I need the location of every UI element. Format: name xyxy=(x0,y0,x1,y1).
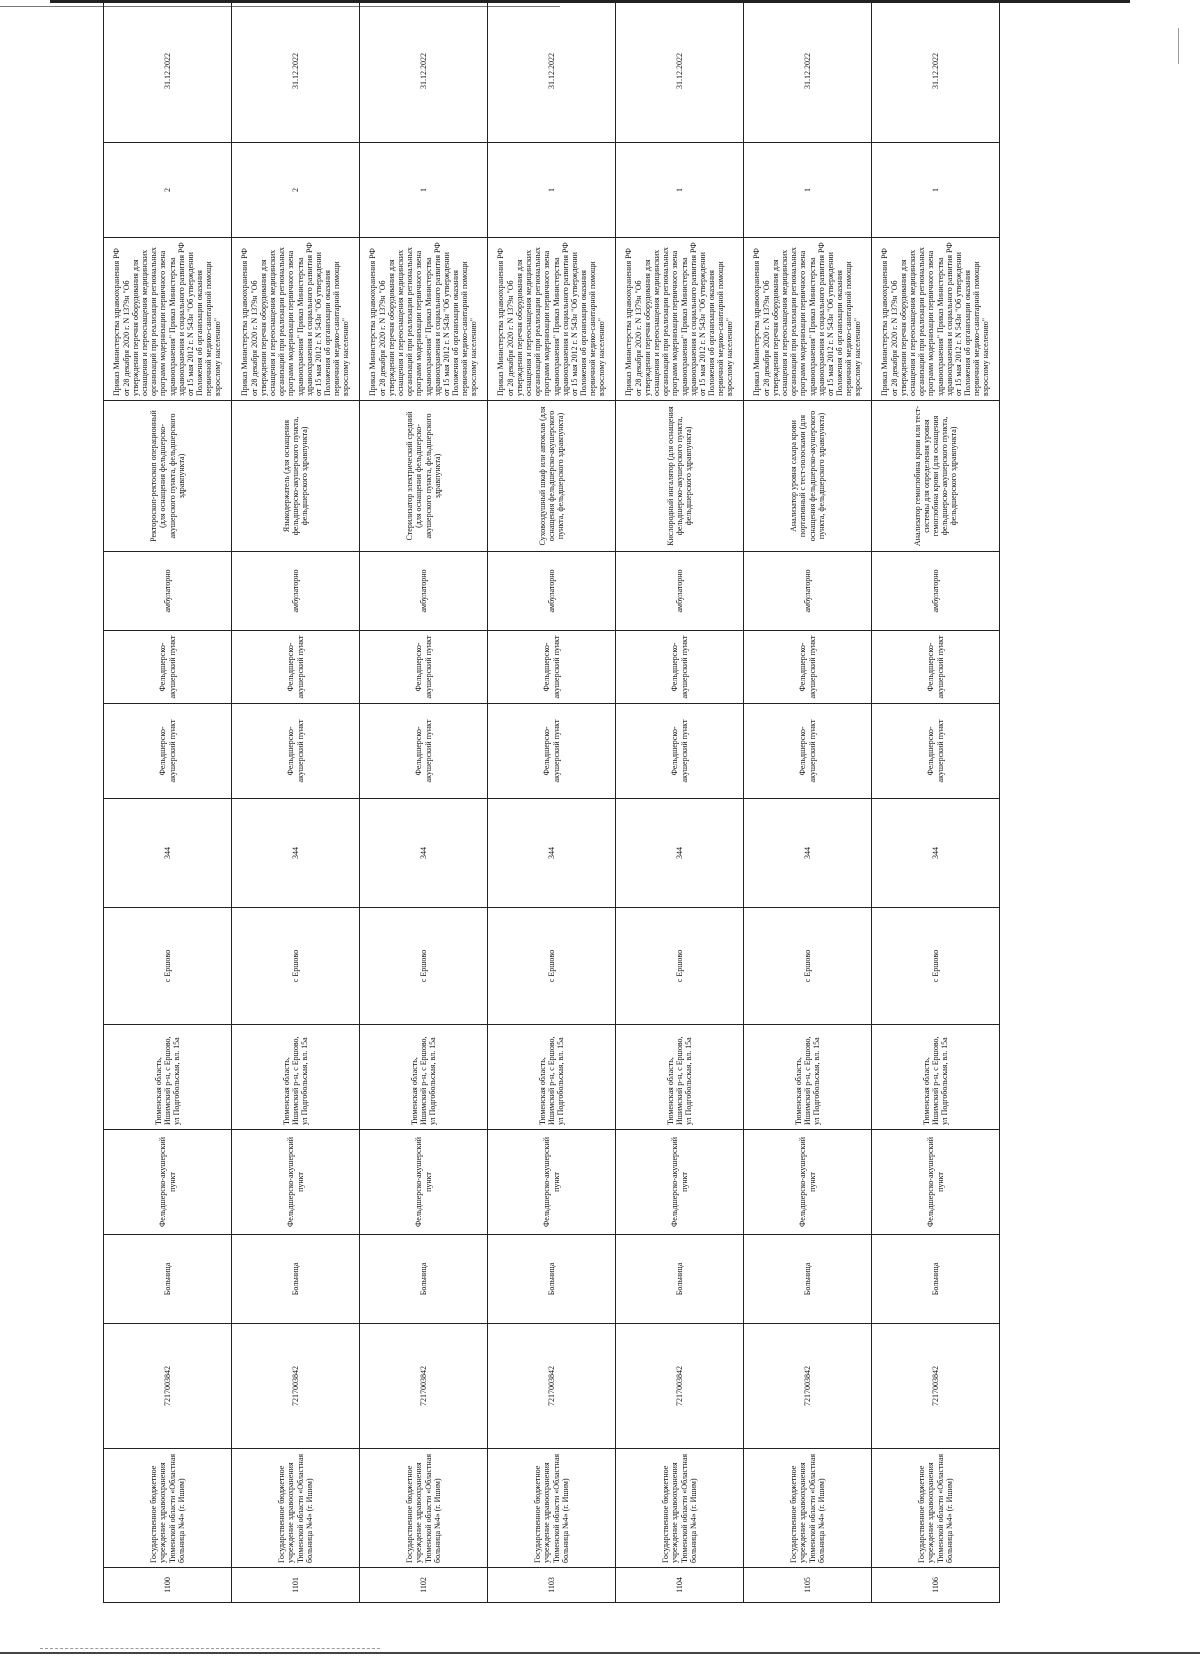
equipment-name: Анализатор уровня сахара крови портативный с тест-полосками (для оснащения фельдшерско-акушерского пункта, фельдшерского здравпункта) xyxy=(744,401,872,552)
institution-type: Больница xyxy=(232,1235,360,1324)
equipment-table xyxy=(103,0,1000,1603)
deadline-date: 31.12.2022 xyxy=(872,0,1000,143)
address-cell: Тюменская область, Ишимский р-н, с Ершово, ул Подгобольская, вл. 15а xyxy=(360,1025,488,1130)
address-cell: Тюменская область, Ишимский р-н, с Ершово, ул Подгобольская, вл. 15а xyxy=(104,1025,232,1130)
care-mode: амбулаторно xyxy=(488,552,616,631)
legal-basis: Приказ Министерства здравоохранения РФ от 28 декабря 2020 г. N 1379н "Об утверждении перечня оборудования для оснащения и переоснащения медицинских организаций при реализации региональных программ модернизации первичного звена здравоохранения" Приказ Министерства здравоохранения и социального развития РФ от 15 мая 2012 г. N 543н "Об утверждении Положения об организации оказания первичной медико-санитарной помощи взрослому населению" xyxy=(488,238,616,401)
quantity-cell: 1 xyxy=(360,143,488,238)
facility-kind-short: Фельдшерско-акушерский пункт xyxy=(232,631,360,704)
table-row xyxy=(616,0,744,1603)
care-mode: амбулаторно xyxy=(360,552,488,631)
row-number: 1106 xyxy=(872,1568,1000,1603)
facility-kind: Фельдшерско-акушерский пункт xyxy=(616,704,744,799)
inn-cell: 7217003842 xyxy=(872,1324,1000,1449)
unit-name: Фельдшерско-акушерский пункт xyxy=(232,1130,360,1235)
quantity-cell: 1 xyxy=(872,143,1000,238)
legal-basis: Приказ Министерства здравоохранения РФ от 28 декабря 2020 г. N 1379н "Об утверждении перечня оборудования для оснащения и переоснащения медицинских организаций при реализации региональных программ модернизации первичного звена здравоохранения" Приказ Министерства здравоохранения и социального развития РФ от 15 мая 2012 г. N 543н "Об утверждении Положения об организации оказания первичной медико-санитарной помощи взрослому населению" xyxy=(744,238,872,401)
village-cell: с Ершово xyxy=(104,908,232,1025)
equipment-name: Стерилизатор электрический средний (для оснащения фельдшерско-акушерского пункта, фельдшерского здравпункта) xyxy=(360,401,488,552)
organization-name: Государственное бюджетное учреждение здравоохранения Тюменской области «Областная больница №4» (г. Ишим) xyxy=(872,1449,1000,1568)
facility-kind-short: Фельдшерско-акушерский пункт xyxy=(104,631,232,704)
inn-cell: 7217003842 xyxy=(232,1324,360,1449)
inn-cell: 7217003842 xyxy=(488,1324,616,1449)
deadline-date: 31.12.2022 xyxy=(360,0,488,143)
table-row xyxy=(744,0,872,1603)
table-row xyxy=(488,0,616,1603)
deadline-date: 31.12.2022 xyxy=(744,0,872,143)
equipment-name: Анализатор гемоглобина крови или тест-системы для определения уровня гемоглобина крови (для оснащения фельдшерско-акушерского пункта, фельдшерского здравпункта) xyxy=(872,401,1000,552)
institution-type: Больница xyxy=(872,1235,1000,1324)
village-cell: с Ершово xyxy=(488,908,616,1025)
row-number: 1101 xyxy=(232,1568,360,1603)
row-number: 1103 xyxy=(488,1568,616,1603)
organization-name: Государственное бюджетное учреждение здравоохранения Тюменской области «Областная больница №4» (г. Ишим) xyxy=(744,1449,872,1568)
row-number: 1105 xyxy=(744,1568,872,1603)
legal-basis: Приказ Министерства здравоохранения РФ от 28 декабря 2020 г. N 1379н "Об утверждении перечня оборудования для оснащения и переоснащения медицинских организаций при реализации региональных программ модернизации первичного звена здравоохранения" Приказ Министерства здравоохранения и социального развития РФ от 15 мая 2012 г. N 543н "Об утверждении Положения об организации оказания первичной медико-санитарной помощи взрослому населению" xyxy=(104,238,232,401)
village-cell: с Ершово xyxy=(232,908,360,1025)
address-cell: Тюменская область, Ишимский р-н, с Ершово, ул Подгобольская, вл. 15а xyxy=(744,1025,872,1130)
organization-name: Государственное бюджетное учреждение здравоохранения Тюменской области «Областная больница №4» (г. Ишим) xyxy=(488,1449,616,1568)
document-page xyxy=(103,53,1000,1603)
facility-kind-short: Фельдшерско-акушерский пункт xyxy=(360,631,488,704)
address-cell: Тюменская область, Ишимский р-н, с Ершово, ул Подгобольская, вл. 15а xyxy=(232,1025,360,1130)
unit-name: Фельдшерско-акушерский пункт xyxy=(744,1130,872,1235)
population-cell: 344 xyxy=(232,799,360,908)
care-mode: амбулаторно xyxy=(104,552,232,631)
unit-name: Фельдшерско-акушерский пункт xyxy=(872,1130,1000,1235)
population-cell: 344 xyxy=(488,799,616,908)
deadline-date: 31.12.2022 xyxy=(104,0,232,143)
population-cell: 344 xyxy=(616,799,744,908)
facility-kind: Фельдшерско-акушерский пункт xyxy=(232,704,360,799)
legal-basis: Приказ Министерства здравоохранения РФ от 28 декабря 2020 г. N 1379н "Об утверждении перечня оборудования для оснащения и переоснащения медицинских организаций при реализации региональных программ модернизации первичного звена здравоохранения" Приказ Министерства здравоохранения и социального развития РФ от 15 мая 2012 г. N 543н "Об утверждении Положения об организации оказания первичной медико-санитарной помощи взрослому населению" xyxy=(232,238,360,401)
unit-name: Фельдшерско-акушерский пункт xyxy=(616,1130,744,1235)
table-row xyxy=(104,0,232,1603)
inn-cell: 7217003842 xyxy=(616,1324,744,1449)
unit-name: Фельдшерско-акушерский пункт xyxy=(360,1130,488,1235)
unit-name: Фельдшерско-акушерский пункт xyxy=(488,1130,616,1235)
population-cell: 344 xyxy=(872,799,1000,908)
legal-basis: Приказ Министерства здравоохранения РФ от 28 декабря 2020 г. N 1379н "Об утверждении перечня оборудования для оснащения и переоснащения медицинских организаций при реализации региональных программ модернизации первичного звена здравоохранения" Приказ Министерства здравоохранения и социального развития РФ от 15 мая 2012 г. N 543н "Об утверждении Положения об организации оказания первичной медико-санитарной помощи взрослому населению" xyxy=(616,238,744,401)
quantity-cell: 2 xyxy=(232,143,360,238)
inn-cell: 7217003842 xyxy=(360,1324,488,1449)
row-number: 1104 xyxy=(616,1568,744,1603)
facility-kind-short: Фельдшерско-акушерский пункт xyxy=(616,631,744,704)
facility-kind: Фельдшерско-акушерский пункт xyxy=(360,704,488,799)
address-cell: Тюменская область, Ишимский р-н, с Ершово, ул Подгобольская, вл. 15а xyxy=(872,1025,1000,1130)
organization-name: Государственное бюджетное учреждение здравоохранения Тюменской области «Областная больница №4» (г. Ишим) xyxy=(232,1449,360,1568)
address-cell: Тюменская область, Ишимский р-н, с Ершово, ул Подгобольская, вл. 15а xyxy=(616,1025,744,1130)
organization-name: Государственное бюджетное учреждение здравоохранения Тюменской области «Областная больница №4» (г. Ишим) xyxy=(104,1449,232,1568)
deadline-date: 31.12.2022 xyxy=(488,0,616,143)
quantity-cell: 1 xyxy=(488,143,616,238)
institution-type: Больница xyxy=(744,1235,872,1324)
care-mode: амбулаторно xyxy=(744,552,872,631)
village-cell: с Ершово xyxy=(744,908,872,1025)
quantity-cell: 1 xyxy=(744,143,872,238)
scan-edge-mark xyxy=(1178,28,1179,64)
row-number: 1102 xyxy=(360,1568,488,1603)
table-row xyxy=(360,0,488,1603)
institution-type: Больница xyxy=(360,1235,488,1324)
legal-basis: Приказ Министерства здравоохранения РФ от 28 декабря 2020 г. N 1379н "Об утверждении перечня оборудования для оснащения и переоснащения медицинских организаций при реализации региональных программ модернизации первичного звена здравоохранения" Приказ Министерства здравоохранения и социального развития РФ от 15 мая 2012 г. N 543н "Об утверждении Положения об организации оказания первичной медико-санитарной помощи взрослому населению" xyxy=(872,238,1000,401)
facility-kind-short: Фельдшерско-акушерский пункт xyxy=(872,631,1000,704)
organization-name: Государственное бюджетное учреждение здравоохранения Тюменской области «Областная больница №4» (г. Ишим) xyxy=(616,1449,744,1568)
equipment-name: Кислородный ингалятор (для оснащения фельдшерско-акушерского пункта, фельдшерского здравпункта) xyxy=(616,401,744,552)
table-row xyxy=(232,0,360,1603)
inn-cell: 7217003842 xyxy=(744,1324,872,1449)
deadline-date: 31.12.2022 xyxy=(232,0,360,143)
institution-type: Больница xyxy=(616,1235,744,1324)
quantity-cell: 2 xyxy=(104,143,232,238)
facility-kind: Фельдшерско-акушерский пункт xyxy=(104,704,232,799)
unit-name: Фельдшерско-акушерский пункт xyxy=(104,1130,232,1235)
care-mode: амбулаторно xyxy=(232,552,360,631)
facility-kind-short: Фельдшерско-акушерский пункт xyxy=(744,631,872,704)
village-cell: с Ершово xyxy=(360,908,488,1025)
facility-kind: Фельдшерско-акушерский пункт xyxy=(488,704,616,799)
table-row xyxy=(872,0,1000,1603)
facility-kind-short: Фельдшерско-акушерский пункт xyxy=(488,631,616,704)
equipment-name: Суховоздушный шкаф или автоклав (для оснащения фельдшерско-акушерского пункта, фельдшерского здравпункта) xyxy=(488,401,616,552)
care-mode: амбулаторно xyxy=(616,552,744,631)
population-cell: 344 xyxy=(104,799,232,908)
facility-kind: Фельдшерско-акушерский пункт xyxy=(744,704,872,799)
equipment-name: Ректороскоп-ректоскоп операционный (для оснащения фельдшерско-акушерского пункта, фельдшерского здравпункта) xyxy=(104,401,232,552)
equipment-name: Языкодержатель (для оснащения фельдшерско-акушерского пункта, фельдшерского здравпункта) xyxy=(232,401,360,552)
care-mode: амбулаторно xyxy=(872,552,1000,631)
village-cell: с Ершово xyxy=(616,908,744,1025)
facility-kind: Фельдшерско-акушерский пункт xyxy=(872,704,1000,799)
institution-type: Больница xyxy=(488,1235,616,1324)
deadline-date: 31.12.2022 xyxy=(616,0,744,143)
rotated-table-wrapper xyxy=(103,53,1000,1603)
population-cell: 344 xyxy=(360,799,488,908)
institution-type: Больница xyxy=(104,1235,232,1324)
population-cell: 344 xyxy=(744,799,872,908)
organization-name: Государственное бюджетное учреждение здравоохранения Тюменской области «Областная больница №4» (г. Ишим) xyxy=(360,1449,488,1568)
address-cell: Тюменская область, Ишимский р-н, с Ершово, ул Подгобольская, вл. 15а xyxy=(488,1025,616,1130)
legal-basis: Приказ Министерства здравоохранения РФ от 28 декабря 2020 г. N 1379н "Об утверждении перечня оборудования для оснащения и переоснащения медицинских организаций при реализации региональных программ модернизации первичного звена здравоохранения" Приказ Министерства здравоохранения и социального развития РФ от 15 мая 2012 г. N 543н "Об утверждении Положения об организации оказания первичной медико-санитарной помощи взрослому населению" xyxy=(360,238,488,401)
row-number: 1100 xyxy=(104,1568,232,1603)
scan-bottom-edge xyxy=(0,1652,1200,1654)
inn-cell: 7217003842 xyxy=(104,1324,232,1449)
quantity-cell: 1 xyxy=(616,143,744,238)
village-cell: с Ершово xyxy=(872,908,1000,1025)
